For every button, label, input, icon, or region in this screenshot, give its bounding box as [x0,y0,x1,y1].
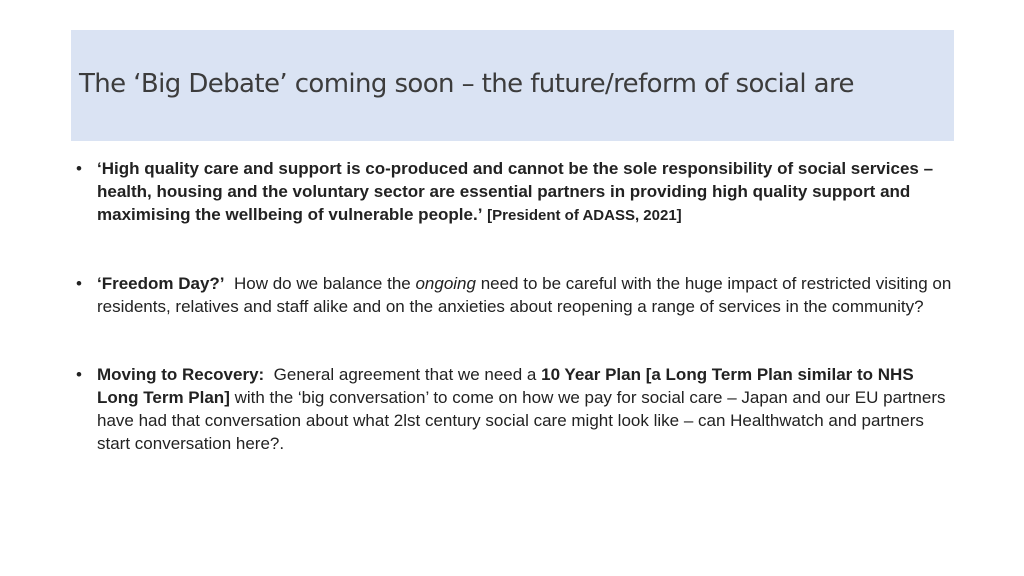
bullet-lead: ‘Freedom Day?’ [97,274,225,293]
bullet-dot-icon: • [76,159,82,178]
bullet-text-after: need to be careful with the huge impact of restricted visiting on residents, relatives and staff alike and on the anxieties about reopening a range of services in the community? [97,274,952,316]
slide-title: The ‘Big Debate’ coming soon – the future/reform of social are [79,69,854,99]
bullet-text-after: with the ‘big conversation’ to come on how we pay for social care – Japan and our EU partners have had that conversation about what 2lst century social care might look like – can Healthwatch and partners start conversation here?. [97,388,946,453]
bullet-moving-to-recovery [76,363,952,455]
quote-attribution: [President of ADASS, 2021] [487,207,682,224]
bullet-text-before: General agreement that we need a [273,365,542,384]
bullet-lead: Moving to Recovery: [97,365,265,384]
quote-text: ‘High quality care and support is co-produced and cannot be the sole responsibility of social services – health, housing and the voluntary sector are essential partners in providing high quality support and maximising the wellbeing of vulnerable people.’ [97,159,934,224]
bullet-dot-icon: • [76,274,82,293]
bullet-adass-quote [76,157,952,227]
plan-highlight: 10 Year Plan [a Long Term Plan similar to NHS Long Term Plan] [97,365,914,407]
bullet-dot-icon: • [76,365,82,384]
bullet-text-before: How do we balance the [234,274,416,293]
bullet-freedom-day [76,272,952,318]
emphasis-text: ongoing [415,274,476,293]
bullet-list [76,157,952,455]
title-band [71,30,954,141]
